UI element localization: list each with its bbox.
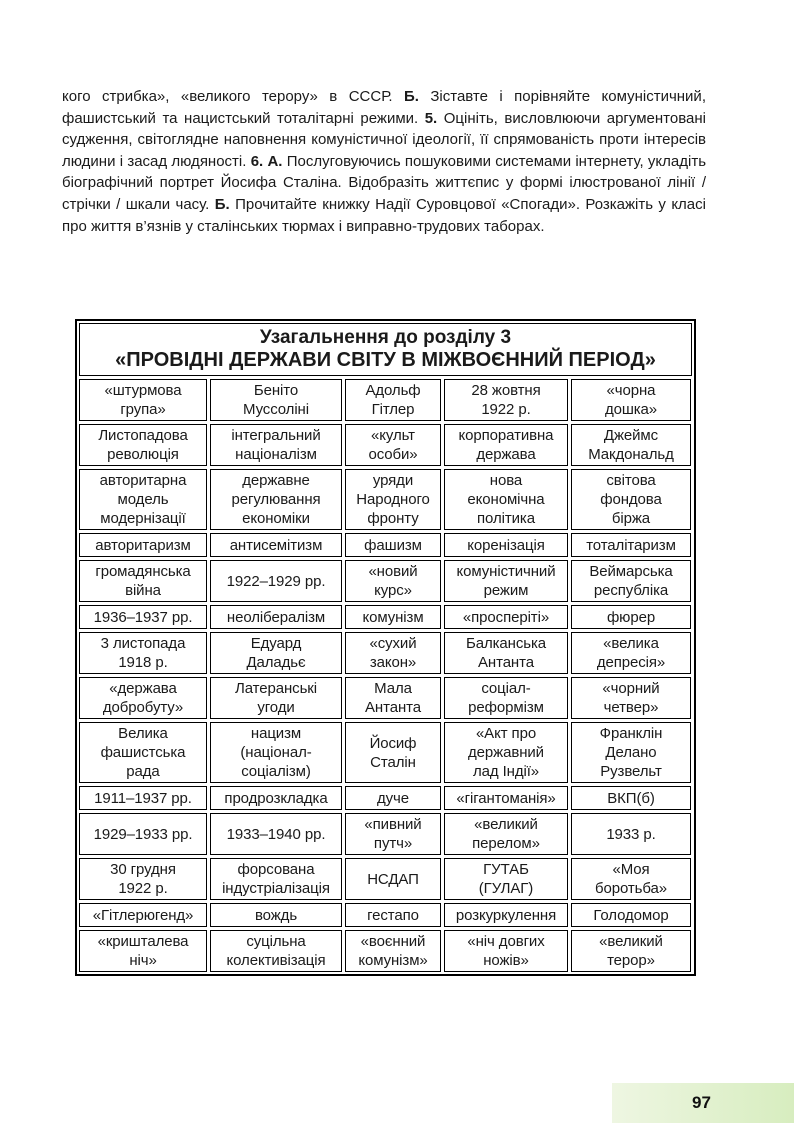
term-cell: Латеранські угоди [210,677,342,719]
term-cell: соціал- реформізм [444,677,568,719]
term-cell: тоталітаризм [571,533,691,557]
term-cell: 30 грудня 1922 р. [79,858,207,900]
task-number: 5. [424,109,438,127]
term-cell: «чорний четвер» [571,677,691,719]
term-cell: Беніто Муссоліні [210,379,342,421]
term-cell: НСДАП [345,858,441,900]
term-cell: корпоративна держава [444,424,568,466]
term-cell: «чорна дошка» [571,379,691,421]
term-cell: авторитаризм [79,533,207,557]
term-cell: нова економічна політика [444,469,568,530]
task-number: Б. [403,88,419,105]
term-cell: Балканська Антанта [444,632,568,674]
term-cell: громадянська війна [79,560,207,602]
term-cell: Едуард Даладьє [210,632,342,674]
term-cell: 1936–1937 рр. [79,605,207,629]
term-cell: Адольф Гітлер [345,379,441,421]
term-cell: «ніч довгих ножів» [444,930,568,972]
term-cell: комунізм [345,605,441,629]
term-cell: форсована індустріалізація [210,858,342,900]
term-cell: 3 листопада 1918 р. [79,632,207,674]
task-number: Б. [214,195,230,213]
term-cell: «Моя боротьба» [571,858,691,900]
term-cell: Мала Антанта [345,677,441,719]
term-cell: «воєнний комунізм» [345,930,441,972]
term-cell: «гігантоманія» [444,786,568,810]
paragraph-text: Оцініть, висловлюючи аргументовані судження, світоглядне наповнення комуністичної ідеології, її спрямованість проти інтересів людини і засад людяності. [62,109,706,170]
intro-paragraph [62,86,706,237]
term-cell: «кришталева ніч» [79,930,207,972]
summary-header [79,323,692,376]
term-cell: гестапо [345,903,441,927]
term-cell: дуче [345,786,441,810]
term-cell: продрозкладка [210,786,342,810]
term-cell: 1929–1933 рр. [79,813,207,855]
term-cell: Листопадова революція [79,424,207,466]
term-cell: коренізація [444,533,568,557]
term-cell: «штурмова група» [79,379,207,421]
paragraph-text: Зіставте і порівняйте комуністичний, фашистський та нацистський тоталітарні режими. [62,88,706,127]
summary-subtitle: «ПРОВІДНІ ДЕРЖАВИ СВІТУ В МІЖВОЄННИЙ ПЕРІОД» [115,349,656,371]
page-number-tab [612,1083,794,1123]
term-cell: комуністичний режим [444,560,568,602]
term-cell: Голодомор [571,903,691,927]
term-cell: ГУТАБ (ГУЛАГ) [444,858,568,900]
term-cell: ВКП(б) [571,786,691,810]
term-cell: фашизм [345,533,441,557]
term-cell: фюрер [571,605,691,629]
term-cell: «Гітлерюгенд» [79,903,207,927]
term-cell: «новий курс» [345,560,441,602]
term-cell: «просперіті» [444,605,568,629]
term-cell: інтегральний націоналізм [210,424,342,466]
term-cell: світова фондова біржа [571,469,691,530]
term-cell: «Акт про державний лад Індії» [444,722,568,783]
term-cell: державне регулювання економіки [210,469,342,530]
term-cell: Велика фашистська рада [79,722,207,783]
term-cell: 28 жовтня 1922 р. [444,379,568,421]
term-cell: Веймарська республіка [571,560,691,602]
term-cell: неолібералізм [210,605,342,629]
term-cell: Франклін Делано Рузвельт [571,722,691,783]
term-cell: «пивний путч» [345,813,441,855]
term-cell: антисемітизм [210,533,342,557]
term-cell: авторитарна модель модернізації [79,469,207,530]
term-cell: «держава добробуту» [79,677,207,719]
term-cell: уряди Народного фронту [345,469,441,530]
term-cell: 1911–1937 рр. [79,786,207,810]
term-cell: вождь [210,903,342,927]
paragraph-text: Прочитайте книжку Надії Суровцової «Спогади». Розкажіть у класі про життя в’язнів у сталінських тюрмах і виправно-трудових таборах. [62,195,706,235]
term-cell: «великий перелом» [444,813,568,855]
page-number: 97 [692,1093,711,1112]
term-cell: «культ особи» [345,424,441,466]
term-cell: Йосиф Сталін [345,722,441,783]
paragraph-text: кого стрибка», «великого терору» в СССР. [62,88,404,105]
summary-table [75,319,696,976]
term-cell: 1922–1929 рр. [210,560,342,602]
term-cell: Джеймс Макдональд [571,424,691,466]
term-cell: суцільна колективізація [210,930,342,972]
task-number: 6. А. [250,152,283,170]
term-cell: «сухий закон» [345,632,441,674]
summary-title: Узагальнення до розділу 3 [259,327,512,348]
term-cell: розкуркулення [444,903,568,927]
paragraph-text: Послуговуючись пошуковими системами інтернету, укладіть біографічний портрет Йосифа Сталіна. Відобразіть життєпис у формі ілюстрованої лінії / стрічки / шкали часу. [62,152,707,213]
term-cell: 1933 р. [571,813,691,855]
term-cell: нацизм (націонал- соціалізм) [210,722,342,783]
terms-grid [79,379,692,972]
term-cell: 1933–1940 рр. [210,813,342,855]
term-cell: «великий терор» [571,930,691,972]
term-cell: «велика депресія» [571,632,691,674]
